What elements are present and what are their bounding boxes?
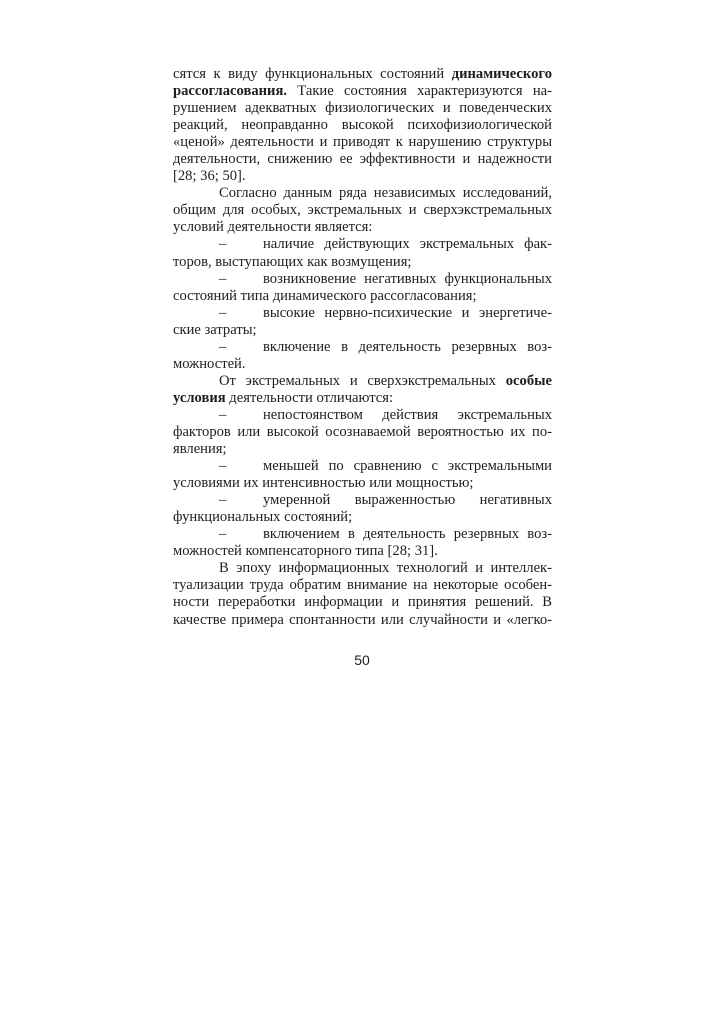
list-item-line <box>173 339 552 356</box>
text-line <box>173 66 552 83</box>
list-marker: – <box>219 526 227 543</box>
text-line: туализации труда обратим внимание на некоторые особен- <box>173 577 552 594</box>
list-marker: – <box>219 458 227 475</box>
text-line: реакций, неоправданно высокой психофизиологической <box>173 117 552 134</box>
list-marker: – <box>219 304 227 321</box>
list-marker: – <box>219 406 227 423</box>
text-line: общим для особых, экстремальных и сверхэкстремальных <box>173 202 552 219</box>
line-text: сятся к виду функциональных состояний <box>173 66 452 82</box>
paragraph-common-conditions <box>173 185 552 373</box>
bold-term: особые <box>505 372 552 389</box>
line-text: умеренной выраженностью негативных <box>263 492 552 509</box>
list-marker: – <box>219 338 227 355</box>
text-line: рушением адекватных физиологических и поведенческих <box>173 100 552 117</box>
text-line: можностей. <box>173 355 246 372</box>
list-item <box>173 526 552 560</box>
text-column <box>173 66 552 629</box>
text-line <box>173 373 552 390</box>
text-line: В эпоху информационных технологий и интеллек- <box>219 560 552 577</box>
bold-term: динамического <box>451 66 552 82</box>
text-line: ские затраты; <box>173 321 257 338</box>
line-text: включение в деятельность резервных воз- <box>263 338 552 355</box>
line-text: Такие состояния характеризуются на- <box>287 83 552 100</box>
list-item-line <box>173 236 552 253</box>
list-item <box>173 458 552 492</box>
text-line: ности переработки информации и принятия решений. В <box>173 594 552 611</box>
list-item-line <box>173 407 552 424</box>
text-line: факторов или высокой осознаваемой вероятностью их по- <box>173 423 552 440</box>
line-text: От экстремальных и сверхэкстремальных <box>219 372 506 389</box>
list-item <box>173 305 552 339</box>
line-text: наличие действующих экстремальных фак- <box>263 236 552 253</box>
line-text: меньшей по сравнению с экстремальными <box>263 458 552 475</box>
text-line: [28; 36; 50]. <box>173 168 246 185</box>
text-line: условиями их интенсивностью или мощностью; <box>173 475 474 492</box>
line-text: непостоянством действия экстремальных <box>263 406 552 423</box>
bold-term: условия <box>173 389 226 406</box>
text-line <box>173 390 552 407</box>
list-item <box>173 492 552 526</box>
text-line: Согласно данным ряда независимых исследований, <box>219 185 552 202</box>
list-item <box>173 236 552 270</box>
list-item-line <box>173 526 552 543</box>
list-item-line <box>173 492 552 509</box>
paragraph-continuation <box>173 66 552 185</box>
bold-term: рассогласования. <box>173 83 287 100</box>
paragraph-information-era <box>173 560 552 628</box>
line-text: включением в деятельность резервных воз- <box>263 526 552 543</box>
text-line: деятельности, снижению ее эффективности и надежности <box>173 151 552 168</box>
list-marker: – <box>219 270 227 287</box>
text-line: «ценой» деятельности и приводят к нарушению структуры <box>173 134 552 151</box>
text-line: условий деятельности является: <box>173 219 373 236</box>
list-marker: – <box>219 492 227 509</box>
list-item-line <box>173 271 552 288</box>
line-text: возникновение негативных функциональных <box>263 270 552 287</box>
list-item-line <box>173 458 552 475</box>
line-text: деятельности отличаются: <box>225 389 394 406</box>
text-line: качестве примера спонтанности или случайности и «легко- <box>173 611 552 628</box>
text-line: торов, выступающих как возмущения; <box>173 253 412 270</box>
page-number: 50 <box>354 652 370 668</box>
line-text: высокие нервно-психические и энергетиче- <box>263 304 552 321</box>
list-marker: – <box>219 236 227 253</box>
list-item-line <box>173 305 552 322</box>
text-line: функциональных состояний; <box>173 509 353 526</box>
paragraph-special-conditions <box>173 373 552 561</box>
list-item <box>173 407 552 458</box>
text-line: явления; <box>173 441 227 458</box>
list-item <box>173 271 552 305</box>
text-line: можностей компенсаторного типа [28; 31]. <box>173 543 438 560</box>
text-line <box>173 83 552 100</box>
text-line: состояний типа динамического рассогласования; <box>173 287 477 304</box>
list-item <box>173 339 552 373</box>
